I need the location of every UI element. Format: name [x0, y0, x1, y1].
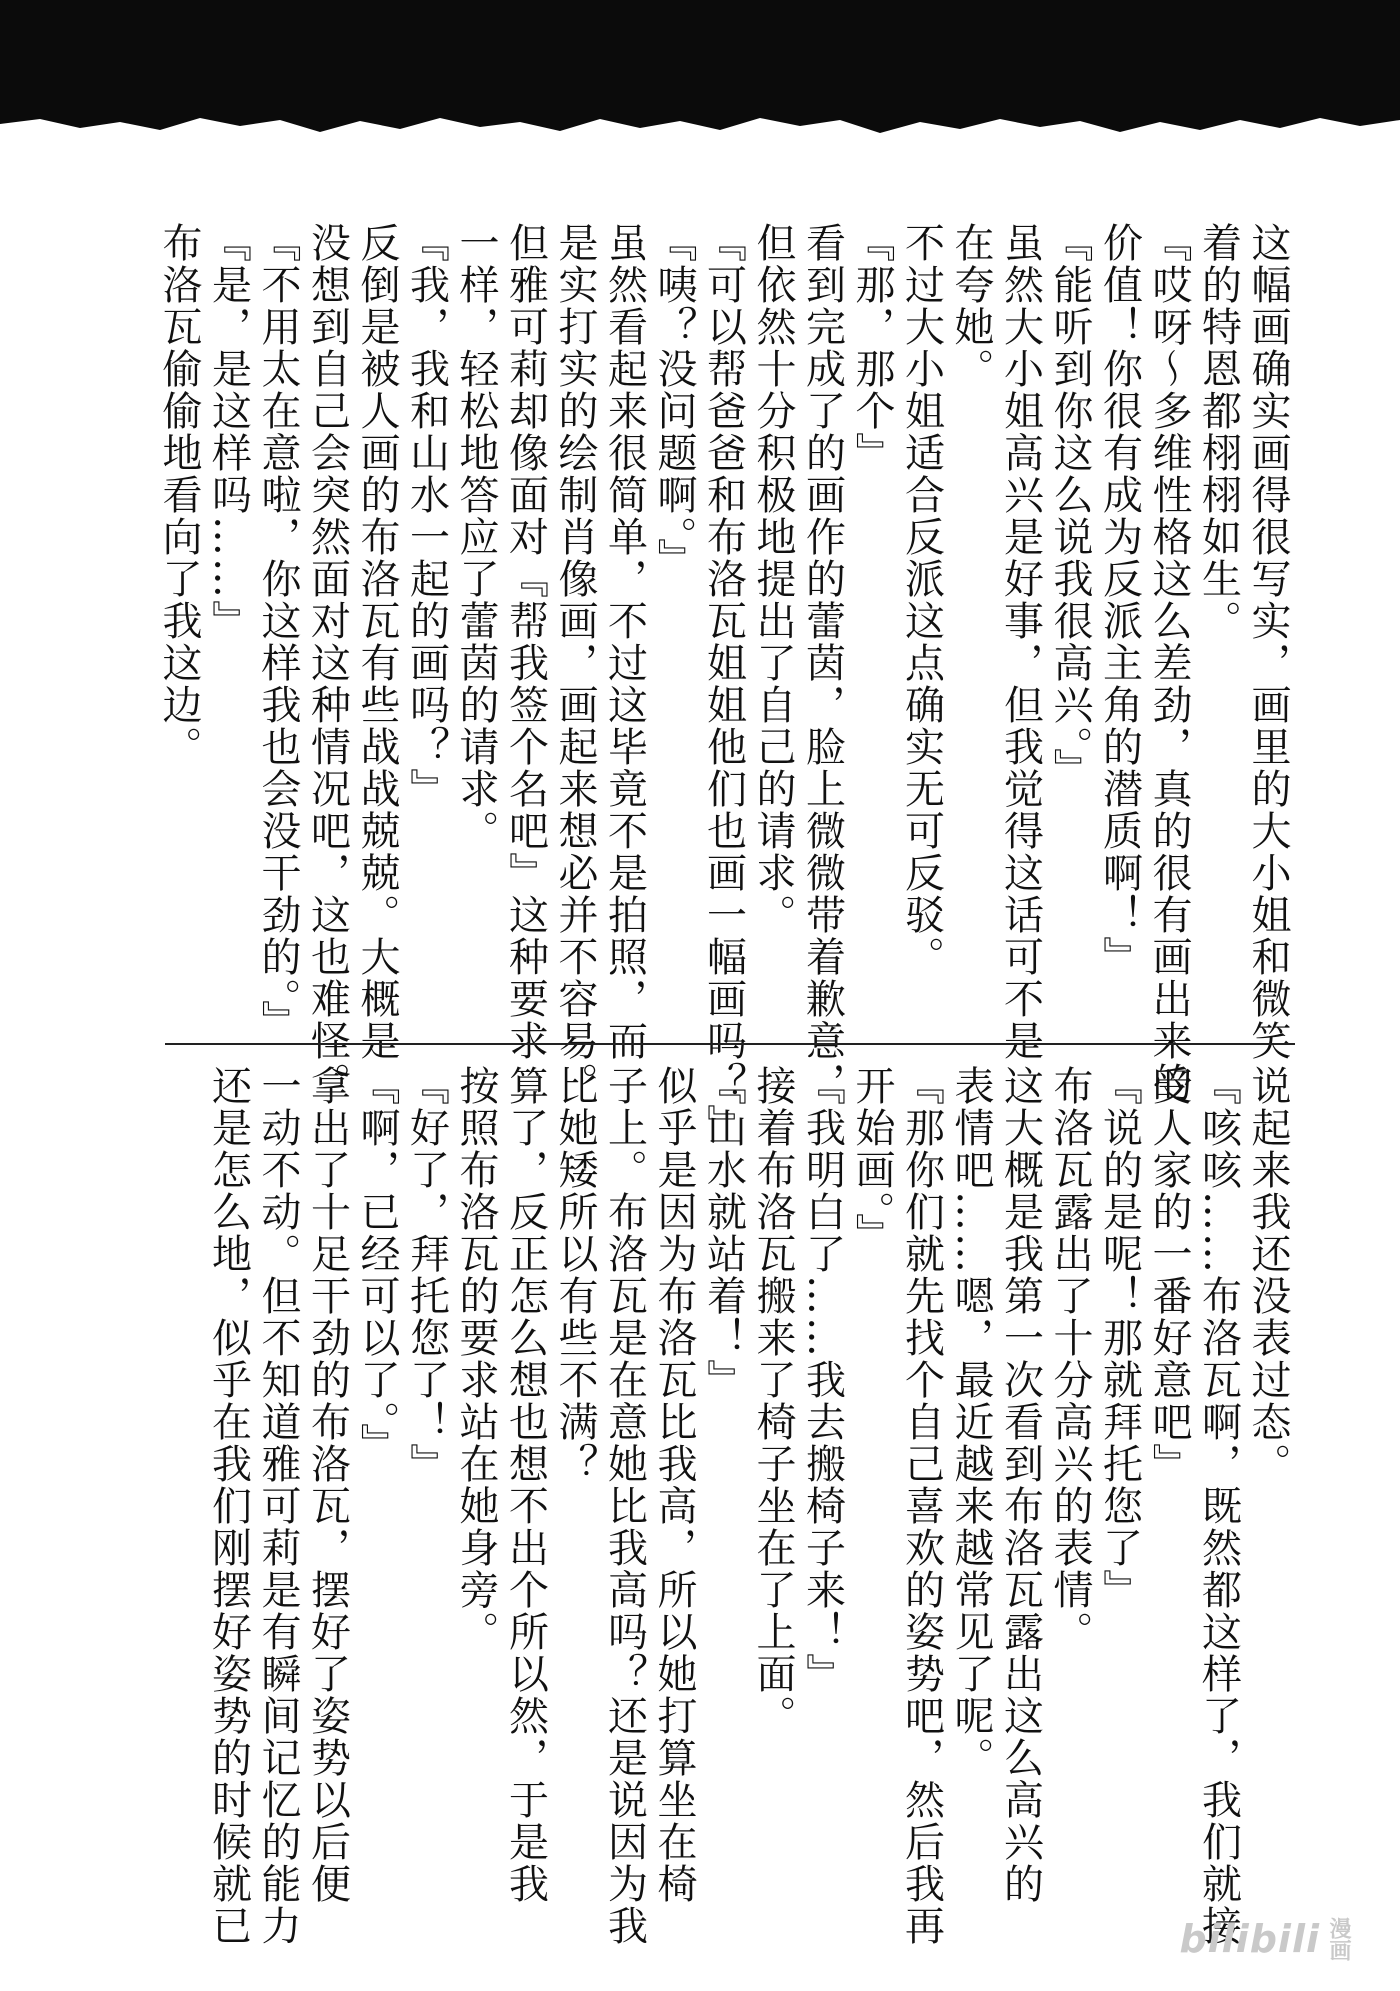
- bottom-text-line: 『山水就站着！』: [700, 1065, 747, 1401]
- top-text-line: 『是，是这样吗……』: [205, 222, 252, 642]
- top-text-line: 看到完成了的画作的蕾茵，脸上微微带着歉意，: [799, 222, 846, 1104]
- bottom-text-line: 受人家的一番好意吧』: [1146, 1065, 1192, 1485]
- top-text-line: 这幅画确实画得很写实，画里的大小姐和微笑: [1245, 222, 1291, 1062]
- top-text-line: 在夸她。: [948, 222, 994, 390]
- top-text-line: 『那，那个』: [849, 222, 895, 474]
- top-text-line: 着的特恩都栩栩如生。: [1195, 222, 1242, 642]
- bottom-text-line: 比她矮所以有些不满？: [552, 1065, 598, 1485]
- bottom-text-line: 接着布洛瓦搬来了椅子坐在了上面。: [750, 1065, 796, 1737]
- bottom-text-line: 开始画。』: [849, 1065, 895, 1255]
- bottom-text-line: 『说的是呢！那就拜托您了』: [1096, 1065, 1143, 1611]
- top-text-line: 反倒是被人画的布洛瓦有些战战兢兢。大概是: [354, 222, 400, 1062]
- bottom-text-line: 表情吧……嗯，最近越来越常见了呢。: [948, 1065, 994, 1779]
- bottom-text-line: 算了，反正怎么想也想不出个所以然，于是我: [502, 1065, 549, 1905]
- top-text-line: 『不用太在意啦，你这样我也会没干劲的。』: [255, 222, 301, 1042]
- top-text-line: 是实打实的绘制肖像画，画起来想必并不容易。: [552, 222, 598, 1104]
- bottom-text-line: 『好了，拜托您了！』: [403, 1065, 450, 1485]
- top-text-line: 不过大小姐适合反派这点确实无可反驳。: [898, 222, 945, 978]
- top-text-line: 没想到自己会突然面对这种情况吧，这也难怪。: [304, 222, 351, 1104]
- top-text-line: 一样，轻松地答应了蕾茵的请求。: [453, 222, 499, 852]
- torn-edge-decoration: [0, 112, 1400, 140]
- bottom-text-line: 一动不动。但不知道雅可莉是有瞬间记忆的能力: [255, 1065, 301, 1947]
- bottom-text-line: 『啊，已经可以了。』: [354, 1065, 400, 1465]
- top-text-line: 价值！你很有成为反派主角的潜质啊！』: [1096, 222, 1143, 978]
- top-text-line: 『能听到你这么说我很高兴。』: [1047, 222, 1093, 790]
- top-text-line: 虽然看起来很简单，不过这毕竟不是拍照，而: [601, 222, 648, 1062]
- top-text-line: 布洛瓦偷偷地看向了我这边。: [156, 222, 202, 768]
- top-text-line: 『哎呀～多维性格这么差劲，真的很有画出来的: [1146, 222, 1192, 1104]
- top-text-line: 『咦？没问题啊。』: [651, 222, 697, 580]
- bilibili-manga-watermark: [1179, 1917, 1350, 1961]
- manga-label: 漫画: [1326, 1917, 1351, 1961]
- top-text-line: 『我，我和山水一起的画吗？』: [403, 222, 450, 810]
- bottom-text-line: 按照布洛瓦的要求站在她身旁。: [453, 1065, 499, 1653]
- bottom-text-line: 似乎是因为布洛瓦比我高，所以她打算坐在椅: [651, 1065, 697, 1905]
- top-text-line: 『可以帮爸爸和布洛瓦姐姐他们也画一幅画吗？』: [700, 222, 747, 1146]
- bottom-text-line: 说起来我还没表过态。: [1245, 1065, 1291, 1485]
- bottom-text-line: 还是怎么地，似乎在我们刚摆好姿势的时候就已: [205, 1065, 252, 1947]
- bottom-text-line: 『我明白了……我去搬椅子来！』: [799, 1065, 846, 1695]
- bottom-text-line: 『咳咳……布洛瓦啊，既然都这样了，我们就接: [1195, 1065, 1242, 1947]
- bottom-text-line: 布洛瓦露出了十分高兴的表情。: [1047, 1065, 1093, 1653]
- bottom-text-line: 『那你们就先找个自己喜欢的姿势吧，然后我再: [898, 1065, 945, 1947]
- bottom-text-line: 这大概是我第一次看到布洛瓦露出这么高兴的: [997, 1065, 1044, 1905]
- bottom-text-line: 子上。布洛瓦是在意她比我高吗？还是说因为我: [601, 1065, 648, 1947]
- bilibili-logo: bilibili: [1179, 1917, 1320, 1961]
- top-text-line: 但雅可莉却像面对『帮我签个名吧』这种要求: [502, 222, 549, 1062]
- bottom-text-line: 拿出了十足干劲的布洛瓦，摆好了姿势以后便: [304, 1065, 351, 1905]
- section-divider: [165, 1043, 1295, 1045]
- top-text-line: 虽然大小姐高兴是好事，但我觉得这话可不是: [997, 222, 1044, 1062]
- top-text-line: 但依然十分积极地提出了自己的请求。: [750, 222, 796, 936]
- text-block-top: [154, 222, 1293, 1146]
- text-block-bottom: [203, 1065, 1292, 1965]
- top-black-band: [0, 0, 1400, 118]
